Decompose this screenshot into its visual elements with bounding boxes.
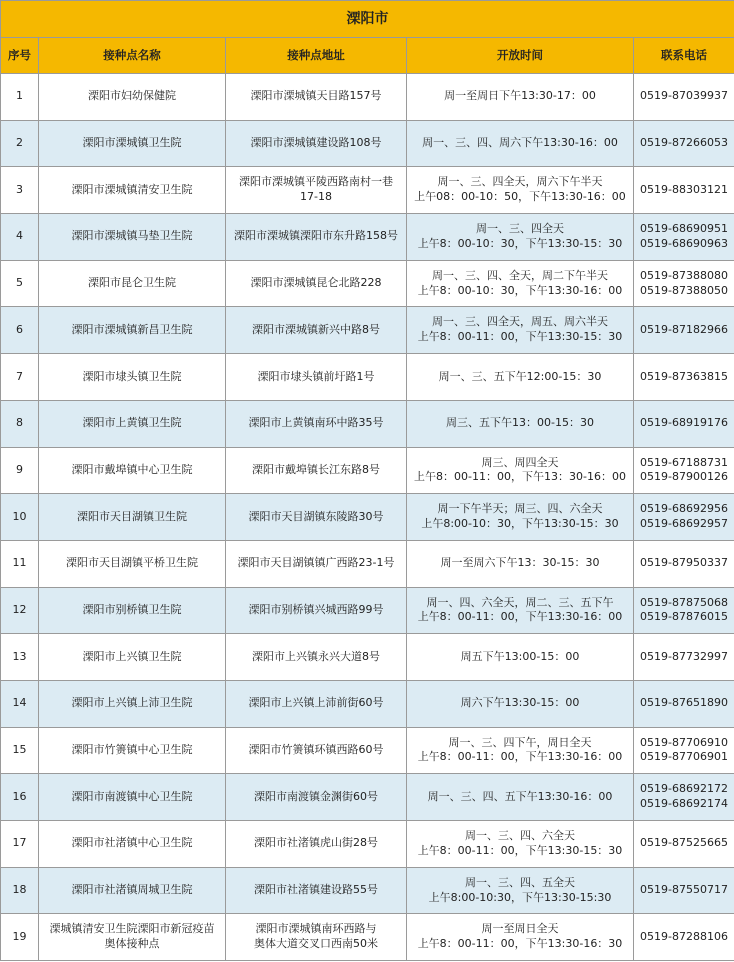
cell-name-line: 溧阳市天目湖镇平桥卫生院 <box>66 556 198 570</box>
cell-address-line: 溧阳市溧城镇建设路108号 <box>250 136 382 150</box>
cell-hours-line: 周一至周日全天 <box>481 922 559 936</box>
cell-address <box>226 727 407 774</box>
table-row <box>1 540 734 587</box>
cell-phone <box>634 587 734 634</box>
cell-name <box>39 914 226 961</box>
header-no: 序号 <box>1 38 39 74</box>
cell-hours-line: 上午8：00-11：00，下午13:30-15：30 <box>417 843 623 857</box>
cell-address-line: 溧阳市社渚镇虎山街28号 <box>254 836 378 850</box>
cell-phone-line: 0519-68690963 <box>640 236 728 250</box>
cell-hours-line: 周一、四、六全天，周二、三、五下午 <box>426 595 614 609</box>
cell-phone-line: 0519-87266053 <box>640 136 728 150</box>
cell-name-line: 溧阳市别桥镇卫生院 <box>82 602 182 616</box>
cell-address <box>226 914 407 961</box>
cell-no: 1 <box>1 74 39 121</box>
cell-hours-line: 周一至周日下午13:30-17：00 <box>444 89 596 103</box>
cell-hours-line: 上午8：00-11：00，下午13:30-16：00 <box>417 750 623 764</box>
cell-phone-line: 0519-87950337 <box>640 556 728 570</box>
cell-address-line: 溧阳市上兴镇永兴大道8号 <box>252 649 380 663</box>
header-name: 接种点名称 <box>39 38 226 74</box>
cell-name-line: 溧城镇清安卫生院溧阳市新冠疫苗 <box>49 922 215 936</box>
cell-hours-line: 周一、三、四下午，周日全天 <box>448 735 592 749</box>
cell-phone <box>634 867 734 914</box>
cell-address <box>226 167 407 214</box>
table-row <box>1 867 734 914</box>
cell-hours-line: 周一下午半天；周三、四、六全天 <box>437 502 603 516</box>
cell-phone <box>634 167 734 214</box>
cell-phone <box>634 74 734 121</box>
cell-address-line: 溧阳市戴埠镇长江东路8号 <box>252 462 380 476</box>
cell-address-line: 17-18 <box>300 190 332 204</box>
cell-hours-line: 周六下午13:30-15：00 <box>460 696 580 710</box>
cell-hours <box>407 914 634 961</box>
cell-address-line: 溧阳市溧城镇溧阳市东升路158号 <box>234 229 398 243</box>
cell-address <box>226 774 407 821</box>
cell-phone <box>634 120 734 167</box>
cell-address-line: 溧阳市天目湖镇镇广西路23-1号 <box>237 556 395 570</box>
cell-name-line: 溧阳市埭头镇卫生院 <box>82 369 182 383</box>
cell-hours-line: 周一、三、四、六全天 <box>465 829 575 842</box>
cell-hours-line: 周三、五下午13：00-15：30 <box>446 416 594 430</box>
cell-name <box>39 307 226 354</box>
cell-hours-line: 周一、三、四全天 <box>476 222 564 236</box>
cell-name <box>39 540 226 587</box>
cell-address <box>226 74 407 121</box>
cell-name-line: 溧阳市妇幼保健院 <box>88 89 176 103</box>
cell-hours-line: 周一至周六下午13：30-15：30 <box>440 556 600 570</box>
cell-hours-line: 周一、三、四、周六下午13:30-16：00 <box>422 136 618 150</box>
cell-name <box>39 400 226 447</box>
table-row <box>1 400 734 447</box>
cell-hours-line: 上午8:00-10：30，下午13:30-15：30 <box>421 517 619 531</box>
cell-name <box>39 74 226 121</box>
cell-phone-line: 0519-87651890 <box>640 696 728 710</box>
table-row <box>1 634 734 681</box>
cell-hours-line: 周一、三、四全天，周六下午半天 <box>437 175 603 189</box>
cell-phone <box>634 821 734 868</box>
table-row <box>1 727 734 774</box>
cell-hours-line: 周五下午13:00-15：00 <box>460 649 580 663</box>
cell-name-line: 溧阳市南渡镇中心卫生院 <box>71 789 193 803</box>
cell-hours-line: 周一、三、四、五全天 <box>465 875 575 889</box>
cell-hours <box>407 680 634 727</box>
table-row <box>1 587 734 634</box>
cell-hours-line: 上午8：00-11：00，下午13：30-16：00 <box>414 470 626 484</box>
cell-address <box>226 587 407 634</box>
cell-phone-line: 0519-87525665 <box>640 836 728 850</box>
cell-name <box>39 354 226 401</box>
cell-phone-line: 0519-68692174 <box>640 797 728 811</box>
cell-hours <box>407 774 634 821</box>
cell-no: 17 <box>1 821 39 868</box>
cell-phone-line: 0519-68692956 <box>640 502 728 516</box>
cell-phone <box>634 634 734 681</box>
cell-address <box>226 214 407 261</box>
cell-no: 7 <box>1 354 39 401</box>
cell-hours <box>407 354 634 401</box>
cell-no: 10 <box>1 494 39 541</box>
table-row <box>1 774 734 821</box>
cell-address <box>226 867 407 914</box>
cell-hours <box>407 400 634 447</box>
cell-phone-line: 0519-87900126 <box>640 470 728 484</box>
cell-phone-line: 0519-87706910 <box>640 735 728 749</box>
cell-name <box>39 447 226 494</box>
cell-phone-line: 0519-87182966 <box>640 322 728 336</box>
cell-phone-line: 0519-68692957 <box>640 517 728 531</box>
cell-name <box>39 634 226 681</box>
cell-address-line: 溧阳市溧城镇昆仑北路228 <box>250 276 382 290</box>
cell-name-line: 溧阳市社渚镇中心卫生院 <box>71 836 193 850</box>
cell-no: 15 <box>1 727 39 774</box>
cell-name <box>39 167 226 214</box>
cell-hours <box>407 727 634 774</box>
cell-hours-line: 周一、三、五下午12:00-15：30 <box>438 369 602 383</box>
cell-name <box>39 120 226 167</box>
cell-phone <box>634 400 734 447</box>
cell-address-line: 溧阳市溧城镇南环西路与 <box>255 922 377 936</box>
cell-hours-line: 上午8:00-10:30，下午13:30-15:30 <box>428 890 612 904</box>
cell-no: 16 <box>1 774 39 821</box>
cell-phone <box>634 354 734 401</box>
cell-phone <box>634 727 734 774</box>
table-body <box>1 74 734 961</box>
table-row <box>1 914 734 961</box>
cell-hours-line: 周三、周四全天 <box>481 455 559 469</box>
cell-address <box>226 821 407 868</box>
cell-hours <box>407 74 634 121</box>
cell-hours-line: 上午8：00-10：30，下午13:30-16：00 <box>417 283 623 297</box>
cell-hours-line: 周一、三、四全天，周五、周六半天 <box>432 315 608 329</box>
cell-phone <box>634 774 734 821</box>
cell-address <box>226 447 407 494</box>
cell-no: 13 <box>1 634 39 681</box>
cell-hours <box>407 494 634 541</box>
table-row <box>1 821 734 868</box>
cell-no: 18 <box>1 867 39 914</box>
cell-address <box>226 540 407 587</box>
cell-name <box>39 867 226 914</box>
cell-phone <box>634 214 734 261</box>
cell-name <box>39 727 226 774</box>
table-row <box>1 307 734 354</box>
header-address: 接种点地址 <box>226 38 407 74</box>
cell-name <box>39 494 226 541</box>
cell-hours <box>407 120 634 167</box>
cell-phone-line: 0519-67188731 <box>640 455 728 469</box>
cell-no: 4 <box>1 214 39 261</box>
cell-address-line: 奥体大道交叉口西南50米 <box>254 937 378 951</box>
cell-phone <box>634 447 734 494</box>
cell-name-line: 溧阳市溧城镇卫生院 <box>82 136 182 150</box>
cell-phone <box>634 540 734 587</box>
table-row <box>1 74 734 121</box>
cell-phone-line: 0519-87363815 <box>640 369 728 383</box>
cell-hours-line: 周一、三、四、五下午13:30-16：00 <box>427 789 613 803</box>
cell-address <box>226 634 407 681</box>
cell-name <box>39 680 226 727</box>
cell-name-line: 溧阳市溧城镇清安卫生院 <box>71 182 193 196</box>
cell-address-line: 溧阳市社渚镇建设路55号 <box>254 883 378 897</box>
cell-phone-line: 0519-87388050 <box>640 283 728 297</box>
cell-address <box>226 680 407 727</box>
cell-address <box>226 260 407 307</box>
cell-address <box>226 494 407 541</box>
cell-hours <box>407 260 634 307</box>
cell-address-line: 溧阳市埭头镇前圩路1号 <box>257 369 375 383</box>
cell-phone-line: 0519-87875068 <box>640 595 728 609</box>
cell-hours-line: 上午08：00-10：50，下午13:30-16：00 <box>414 190 626 204</box>
cell-name <box>39 214 226 261</box>
cell-phone <box>634 494 734 541</box>
cell-address-line: 溧阳市溧城镇天目路157号 <box>250 89 382 103</box>
cell-name <box>39 774 226 821</box>
cell-no: 6 <box>1 307 39 354</box>
cell-name-line: 溧阳市上黄镇卫生院 <box>82 416 182 430</box>
cell-name-line: 溧阳市溧城镇新昌卫生院 <box>71 322 193 336</box>
cell-hours <box>407 214 634 261</box>
cell-name <box>39 821 226 868</box>
cell-hours <box>407 447 634 494</box>
cell-hours <box>407 821 634 868</box>
table-row <box>1 214 734 261</box>
cell-phone-line: 0519-87876015 <box>640 610 728 624</box>
cell-no: 12 <box>1 587 39 634</box>
cell-hours <box>407 587 634 634</box>
cell-address-line: 溧阳市上兴镇上沛前街60号 <box>248 696 384 710</box>
cell-name-line: 溧阳市戴埠镇中心卫生院 <box>71 462 193 476</box>
cell-name-line: 溧阳市昆仑卫生院 <box>88 276 176 290</box>
cell-hours-line: 周一、三、四、全天，周二下午半天 <box>432 268 608 282</box>
table-row <box>1 120 734 167</box>
table-row <box>1 260 734 307</box>
cell-address-line: 溧阳市上黄镇南环中路35号 <box>248 416 384 430</box>
cell-no: 5 <box>1 260 39 307</box>
cell-phone <box>634 914 734 961</box>
cell-name-line: 奥体接种点 <box>104 937 160 951</box>
table-row <box>1 494 734 541</box>
cell-address-line: 溧阳市溧城镇新兴中路8号 <box>252 322 380 336</box>
cell-hours-line: 上午8：00-10：30，下午13:30-15：30 <box>417 236 623 250</box>
cell-hours <box>407 167 634 214</box>
cell-no: 19 <box>1 914 39 961</box>
cell-no: 14 <box>1 680 39 727</box>
table-row <box>1 680 734 727</box>
cell-name-line: 溧阳市天目湖镇卫生院 <box>77 509 187 523</box>
cell-no: 2 <box>1 120 39 167</box>
cell-no: 9 <box>1 447 39 494</box>
cell-address-line: 溧阳市竹箦镇环镇西路60号 <box>248 743 384 757</box>
cell-phone-line: 0519-68692172 <box>640 782 728 796</box>
cell-no: 3 <box>1 167 39 214</box>
cell-name-line: 溧阳市上兴镇上沛卫生院 <box>71 696 193 710</box>
table-row <box>1 354 734 401</box>
table-title: 溧阳市 <box>1 1 734 38</box>
cell-hours-line: 上午8：00-11：00，下午13:30-16：00 <box>417 610 623 624</box>
cell-address-line: 溧阳市南渡镇金渊街60号 <box>254 789 378 803</box>
cell-name-line: 溧阳市上兴镇卫生院 <box>82 649 182 663</box>
cell-phone-line: 0519-87288106 <box>640 929 728 943</box>
table-row <box>1 167 734 214</box>
cell-name-line: 溧阳市溧城镇马垫卫生院 <box>71 229 193 243</box>
cell-phone <box>634 680 734 727</box>
cell-hours <box>407 634 634 681</box>
cell-hours <box>407 867 634 914</box>
cell-no: 11 <box>1 540 39 587</box>
cell-no: 8 <box>1 400 39 447</box>
cell-hours-line: 上午8：00-11：00，下午13:30-16：30 <box>417 937 623 951</box>
cell-name <box>39 260 226 307</box>
cell-phone-line: 0519-68919176 <box>640 416 728 430</box>
cell-hours <box>407 540 634 587</box>
cell-phone-line: 0519-68690951 <box>640 222 728 236</box>
cell-address <box>226 307 407 354</box>
cell-phone-line: 0519-87550717 <box>640 883 728 897</box>
cell-address-line: 溧阳市溧城镇平陵西路南村一巷 <box>239 175 393 189</box>
header-phone: 联系电话 <box>634 38 734 74</box>
cell-phone <box>634 260 734 307</box>
cell-name <box>39 587 226 634</box>
table-row <box>1 447 734 494</box>
cell-phone-line: 0519-87706901 <box>640 750 728 764</box>
cell-address-line: 溧阳市别桥镇兴城西路99号 <box>248 602 384 616</box>
cell-phone-line: 0519-87732997 <box>640 649 728 663</box>
cell-address <box>226 400 407 447</box>
cell-address-line: 溧阳市天目湖镇东陵路30号 <box>248 509 384 523</box>
cell-phone <box>634 307 734 354</box>
cell-hours <box>407 307 634 354</box>
cell-phone-line: 0519-87039937 <box>640 89 728 103</box>
cell-name-line: 溧阳市竹箦镇中心卫生院 <box>71 743 193 757</box>
cell-address <box>226 354 407 401</box>
header-hours: 开放时间 <box>407 38 634 74</box>
cell-name-line: 溧阳市社渚镇周城卫生院 <box>71 883 193 897</box>
cell-phone-line: 0519-88303121 <box>640 182 728 196</box>
cell-phone-line: 0519-87388080 <box>640 268 728 282</box>
cell-address <box>226 120 407 167</box>
cell-hours-line: 上午8：00-11：00，下午13:30-15：30 <box>417 330 623 344</box>
